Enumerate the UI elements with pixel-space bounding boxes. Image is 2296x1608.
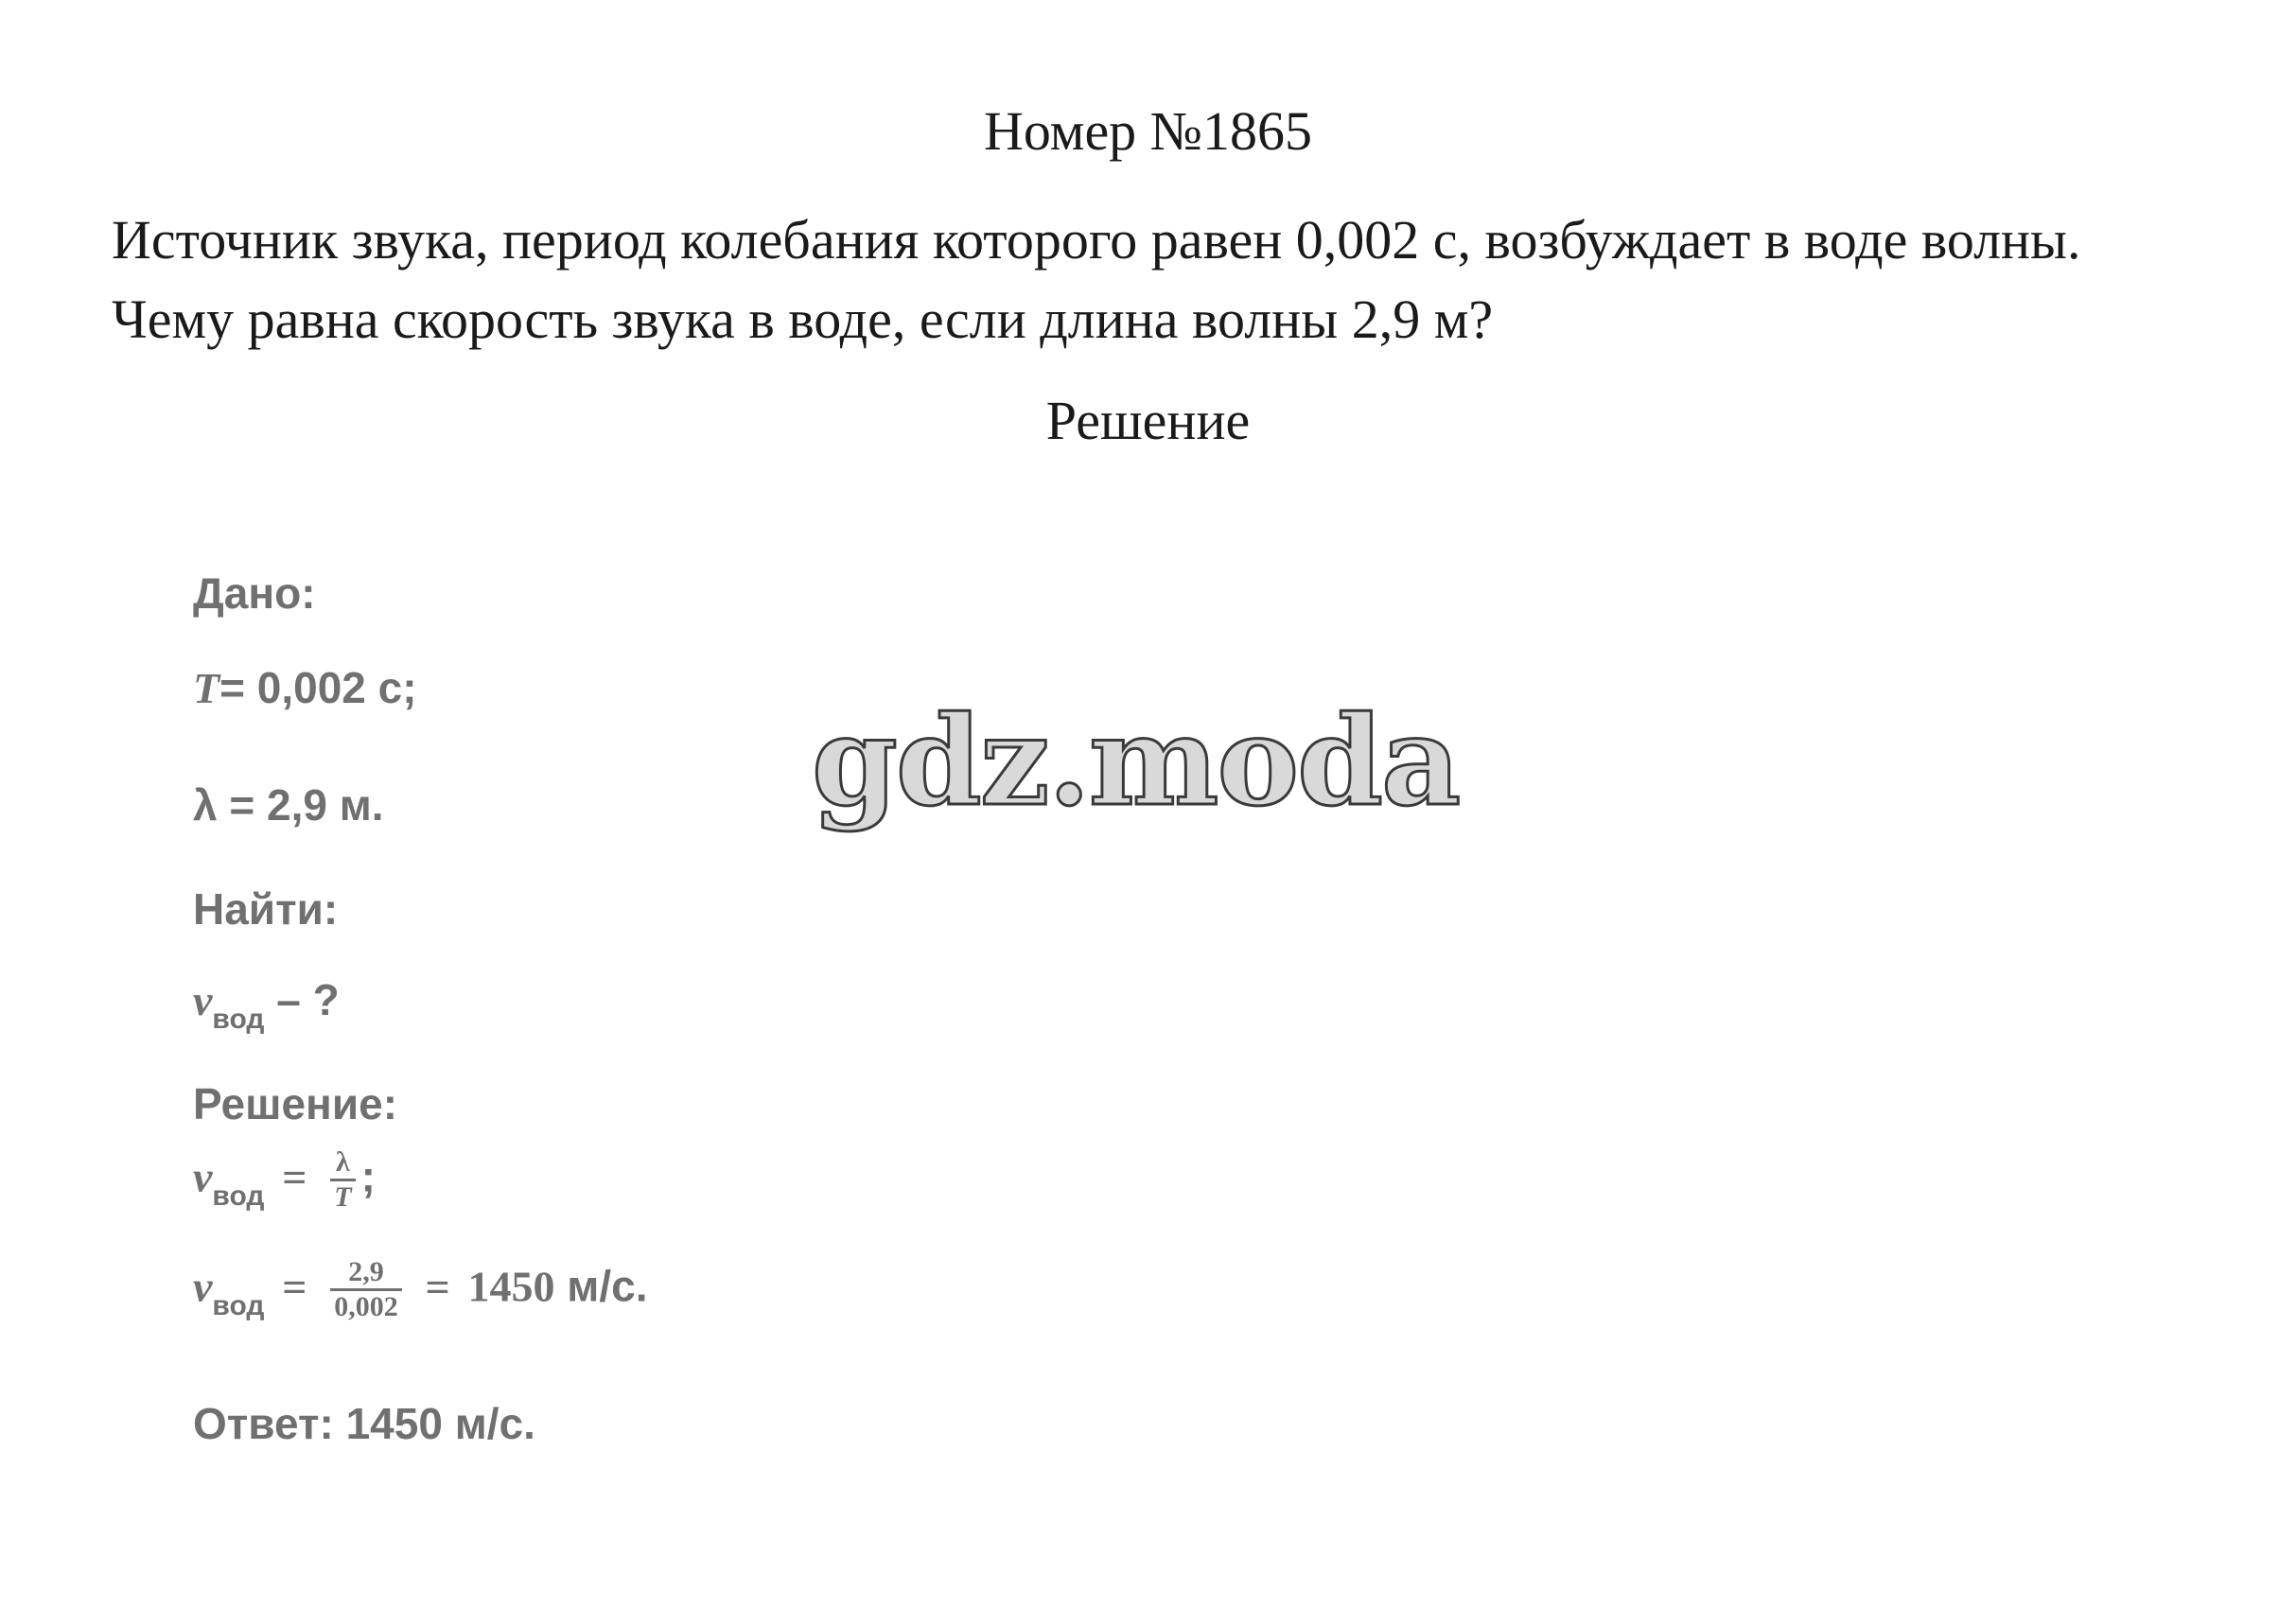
- watermark-logo: gdz.moda: [812, 689, 1460, 833]
- solution-heading: Решение: [1045, 390, 1251, 451]
- velocity-symbol: v: [193, 976, 213, 1024]
- formula-equals: =: [282, 1152, 307, 1201]
- given-label: Дано:: [193, 568, 316, 618]
- calc-numerator: 2,9: [348, 1256, 384, 1287]
- period-symbol: T: [193, 664, 220, 712]
- calc-result: 1450: [467, 1262, 555, 1311]
- calc-sub: вод: [212, 1289, 265, 1321]
- problem-line-1: Источник звука, период колебания которого равен 0,002 с, возбуждает в воде волны.: [112, 209, 2081, 271]
- given-period: [193, 662, 417, 713]
- formula-line: [193, 1146, 376, 1214]
- calc-unit: м/с.: [554, 1261, 648, 1311]
- velocity-subscript: вод: [212, 1004, 265, 1035]
- calc-fraction: [330, 1256, 402, 1323]
- given-wavelength: λ = 2,9 м.: [193, 780, 384, 830]
- calculation-line: [193, 1256, 647, 1323]
- calc-equals-2: =: [425, 1262, 450, 1311]
- find-label: Найти:: [193, 884, 339, 934]
- formula-end: ;: [360, 1151, 376, 1201]
- formula-fraction: [330, 1146, 355, 1214]
- problem-text: [112, 201, 2231, 359]
- calc-denominator: 0,002: [334, 1291, 398, 1322]
- calc-equals: =: [282, 1262, 307, 1311]
- problem-line-2: Чему равна скорость звука в воде, если длина волны 2,9 м?: [112, 288, 1494, 350]
- formula-denominator: T: [334, 1181, 352, 1213]
- find-velocity: [193, 974, 340, 1035]
- find-question: – ?: [264, 975, 340, 1024]
- answer: Ответ: 1450 м/с.: [193, 1399, 535, 1448]
- period-value: = 0,002 с;: [219, 663, 417, 712]
- page-title: Номер №1865: [983, 100, 1313, 162]
- calc-v: v: [193, 1262, 213, 1311]
- formula-numerator: λ: [336, 1146, 350, 1178]
- formula-sub: вод: [212, 1180, 265, 1212]
- solve-label: Решение:: [193, 1079, 398, 1128]
- formula-v: v: [193, 1152, 213, 1201]
